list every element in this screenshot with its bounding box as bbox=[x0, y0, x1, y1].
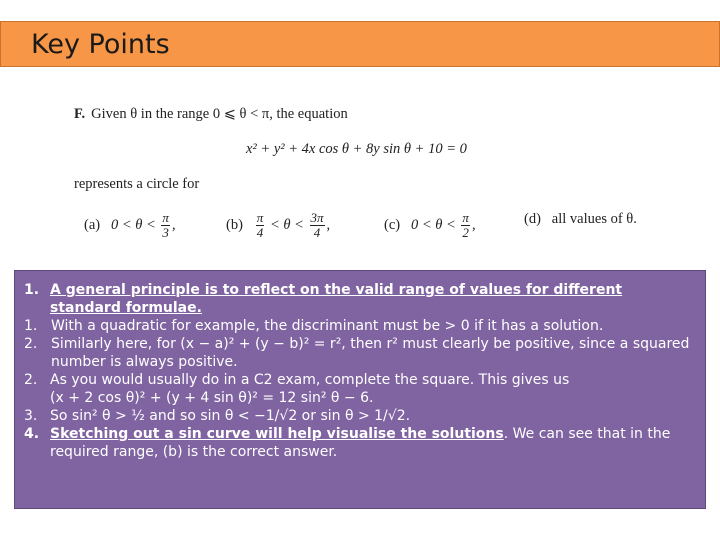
option-c-fraction: $\frac{\pi}{2}$ bbox=[462, 210, 469, 240]
option-d-text: all values of θ. bbox=[551, 211, 637, 227]
title-bar bbox=[0, 21, 720, 67]
option-a-text: 0 < θ < bbox=[110, 216, 156, 233]
solution-subitem: 2. Similarly here, for (x − a)² + (y − b)² = r², then r² must clearly be positive, since a squared number is always positive. bbox=[24, 336, 690, 370]
question-stem: Given θ in the range 0 ⩽ θ < π, the equation bbox=[91, 106, 348, 122]
option-c-text: 0 < θ < bbox=[410, 216, 456, 233]
solution-item: 2. As you would usually do in a C2 exam, complete the square. This gives us bbox=[24, 372, 570, 388]
option-b-fraction-left: $\frac{\pi}{4}$ bbox=[256, 210, 264, 240]
question-label: F. bbox=[74, 106, 86, 122]
option-b-label: (b) bbox=[226, 216, 243, 233]
solution-item: 1. A general principle is to reflect on the valid range of values for different standard formulae. bbox=[24, 282, 623, 316]
solution-subitem: 1. With a quadratic for example, the discriminant must be > 0 if it has a solution. bbox=[24, 318, 604, 334]
option-d-label: (d) bbox=[524, 211, 541, 227]
solution-list bbox=[15, 281, 705, 461]
solution-equation: (x + 2 cos θ)² + (y + 4 sin θ)² = 12 sin² θ − 6. bbox=[50, 390, 374, 406]
option-a-label: (a) bbox=[84, 216, 101, 233]
question-block bbox=[74, 103, 674, 253]
slide-title: Key Points bbox=[31, 29, 170, 60]
question-follow: represents a circle for bbox=[74, 176, 200, 192]
option-d bbox=[524, 211, 637, 228]
solution-box bbox=[14, 270, 706, 509]
question-equation: x² + y² + 4x cos θ + 8y sin θ + 10 = 0 bbox=[246, 141, 467, 157]
option-b-text: < θ < bbox=[266, 216, 304, 233]
option-b: (b) $\frac{\pi}{4}$ < θ < $\frac{3\pi}{4}$ , bbox=[226, 210, 331, 240]
question-stem-line bbox=[74, 106, 348, 123]
option-c: (c) 0 < θ < $\frac{\pi}{2}$ , bbox=[384, 210, 476, 240]
option-b-fraction-right: $\frac{3\pi}{4}$ bbox=[310, 210, 324, 240]
option-c-label: (c) bbox=[384, 216, 401, 233]
solution-item: 4. Sketching out a sin curve will help visualise the solutions. We can see that in the required range, (b) is the correct answer. bbox=[24, 426, 671, 460]
option-a-fraction: $\frac{\pi}{3}$ bbox=[162, 210, 169, 240]
solution-item: 3. So sin² θ > ½ and so sin θ < −1/√2 or sin θ > 1/√2. bbox=[24, 408, 411, 424]
option-a: (a) 0 < θ < $\frac{\pi}{3}$ , bbox=[84, 210, 176, 240]
